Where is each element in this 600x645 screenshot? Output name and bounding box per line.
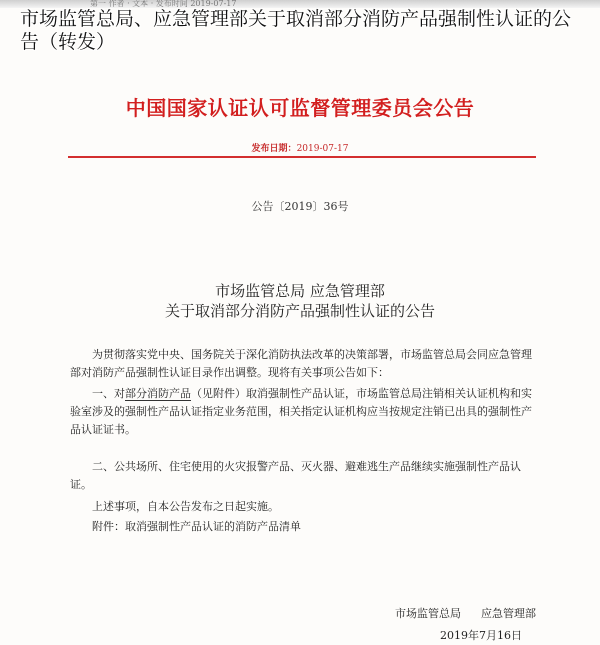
publish-label: 发布日期：	[251, 144, 297, 154]
item1-underlined: 部分消防产品	[125, 387, 191, 400]
paragraph-item-1	[70, 385, 540, 439]
publish-date: 2019-07-17	[296, 144, 349, 154]
article-headline: 市场监管总局、应急管理部关于取消部分消防产品强制性认证的公告（转发）	[20, 8, 572, 53]
sign-org-1: 市场监管总局	[395, 607, 461, 620]
publish-date-line	[0, 141, 600, 154]
paragraph-attachment: 附件：取消强制性产品认证的消防产品清单	[92, 520, 301, 533]
notice-title-line2: 关于取消部分消防产品强制性认证的公告	[164, 302, 435, 320]
paragraph-item-2: 二、公共场所、住宅使用的火灾报警产品、灭火器、避难逃生产品继续实施强制性产品认证。	[70, 460, 521, 491]
doc-number: 公告〔2019〕36号	[251, 200, 349, 213]
signature-date: 2019年7月16日	[440, 629, 522, 642]
item1-rest: （见附件）取消强制性产品认证，市场监管总局注销相关认证机构和实验室涉及的强制性产品认证指定业务范围，相关指定认证机构应当按规定注销已出具的强制性产品认证证书。	[70, 387, 532, 436]
org-title: 中国国家认证认可监督管理委员会公告	[125, 96, 475, 120]
paragraph-intro: 为贯彻落实党中央、国务院关于深化消防执法改革的决策部署，市场监管总局会同应急管理部对消防产品强制性认证目录作出调整。现将有关事项公告如下：	[70, 348, 532, 379]
top-strip: 第一 作者 · 文本 · 发布时间 2019-07-17	[0, 0, 600, 8]
item1-prefix: 一、对	[92, 387, 125, 400]
signature-orgs	[395, 605, 556, 621]
red-divider	[68, 156, 536, 158]
notice-title-line1: 市场监管总局 应急管理部	[215, 282, 385, 300]
paragraph-effective: 上述事项，自本公告发布之日起实施。	[92, 500, 279, 513]
sign-org-2: 应急管理部	[481, 607, 536, 620]
